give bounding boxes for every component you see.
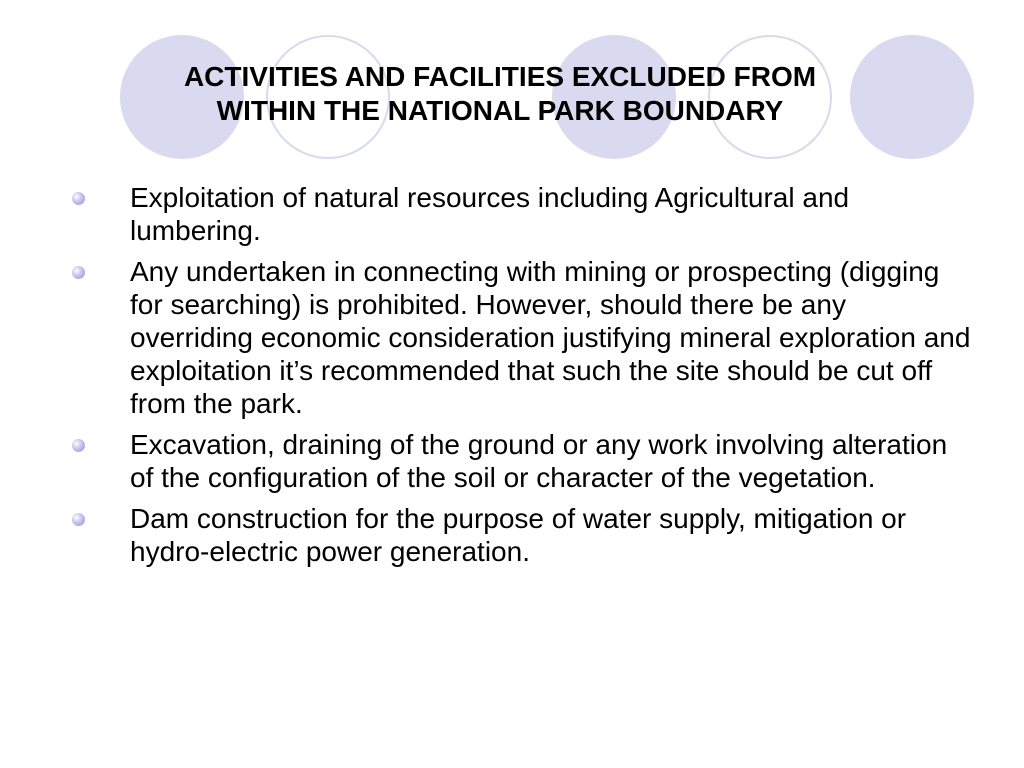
bullet-dot-icon xyxy=(72,192,85,205)
bullet-text: Any undertaken in connecting with mining or prospecting (digging for searching) is prohibited. However, should there be any overriding economic consideration justifying mineral exploration and exploitation it’s recommended that such the site should be cut off from the park. xyxy=(130,256,971,419)
slide-title xyxy=(60,60,940,128)
bullet-text: Exploitation of natural resources including Agricultural and lumbering. xyxy=(130,182,850,246)
bullet-dot-icon xyxy=(72,513,85,526)
bullet-dot-icon xyxy=(72,439,85,452)
bullet-text: Dam construction for the purpose of water supply, mitigation or hydro-electric power generation. xyxy=(130,503,907,567)
slide-title-line-2: WITHIN THE NATIONAL PARK BOUNDARY xyxy=(216,95,784,126)
bullet-text: Excavation, draining of the ground or any work involving alteration of the configuration of the soil or character of the vegetation. xyxy=(130,429,948,493)
bullet-item xyxy=(62,255,972,420)
bullet-item xyxy=(62,428,972,494)
bullet-dot-icon xyxy=(72,266,85,279)
bullet-list xyxy=(62,181,972,576)
slide-title-line-1: ACTIVITIES AND FACILITIES EXCLUDED FROM xyxy=(183,61,817,92)
bullet-item xyxy=(62,502,972,568)
bullet-item xyxy=(62,181,972,247)
